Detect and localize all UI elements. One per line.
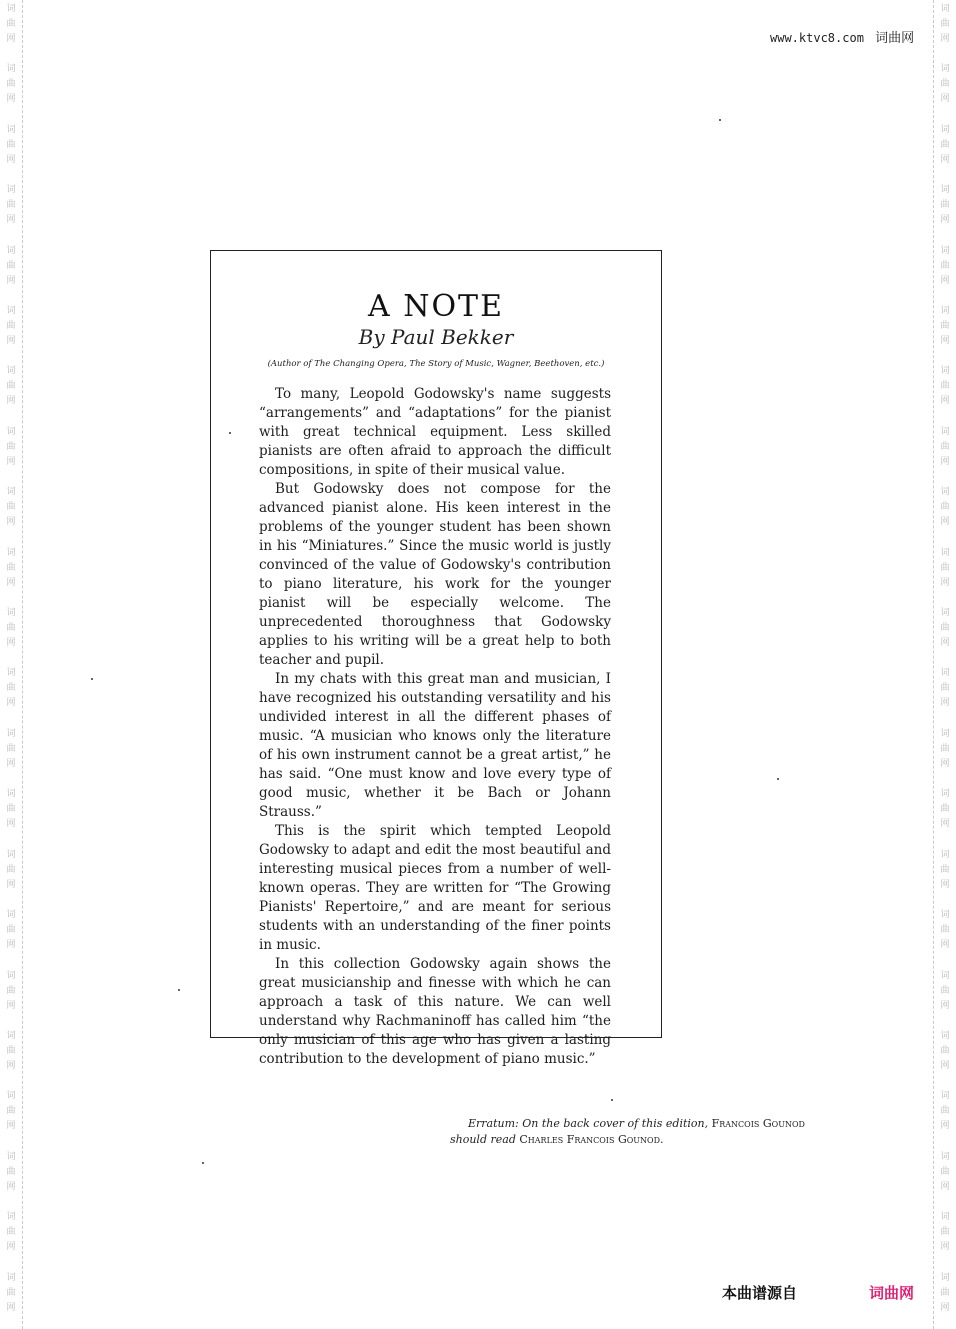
watermark-char: 词 xyxy=(6,728,16,739)
site-header[interactable] xyxy=(770,27,914,46)
scan-speck xyxy=(178,989,180,991)
watermark-group xyxy=(939,483,951,543)
watermark-char: 曲 xyxy=(6,139,16,150)
watermark-char: 网 xyxy=(6,940,16,951)
watermark-char: 词 xyxy=(6,366,16,377)
watermark-group xyxy=(5,725,17,785)
watermark-char: 词 xyxy=(940,245,950,256)
watermark-char: 网 xyxy=(940,1000,950,1011)
watermark-group xyxy=(939,121,951,181)
watermark-char: 词 xyxy=(6,124,16,135)
watermark-char: 网 xyxy=(940,879,950,890)
watermark-char: 网 xyxy=(940,758,950,769)
scan-speck xyxy=(719,119,721,121)
watermark-group xyxy=(5,242,17,302)
watermark-char: 词 xyxy=(6,668,16,679)
watermark-char: 曲 xyxy=(6,1106,16,1117)
watermark-group xyxy=(939,544,951,604)
watermark-char: 网 xyxy=(6,336,16,347)
watermark-char: 词 xyxy=(6,789,16,800)
watermark-char: 词 xyxy=(940,547,950,558)
watermark-char: 网 xyxy=(940,456,950,467)
watermark-char: 网 xyxy=(940,1121,950,1132)
watermark-char: 曲 xyxy=(6,623,16,634)
scan-speck xyxy=(202,1162,204,1164)
note-paragraph: In this collection Godowsky again shows the great musicianship and finesse with which he can approach a task of this nature. We can well understand why Rachmaninoff has called him “the only musician of this age who has given a lasting contribution to the development of piano music.” xyxy=(259,956,611,1067)
watermark-char: 网 xyxy=(940,275,950,286)
watermark-group xyxy=(939,362,951,422)
watermark-char: 曲 xyxy=(6,1166,16,1177)
watermark-group xyxy=(939,1087,951,1147)
watermark-char: 网 xyxy=(6,1060,16,1071)
watermark-char: 网 xyxy=(6,1000,16,1011)
watermark-char: 网 xyxy=(940,698,950,709)
watermark-group xyxy=(939,1027,951,1087)
watermark-char: 词 xyxy=(6,64,16,75)
erratum-note xyxy=(450,1116,810,1148)
watermark-char: 词 xyxy=(6,1151,16,1162)
watermark-char: 词 xyxy=(6,1030,16,1041)
footer-brand[interactable]: 词曲网 xyxy=(869,1284,915,1302)
watermark-group xyxy=(939,60,951,120)
watermark-char: 词 xyxy=(940,426,950,437)
watermark-char: 网 xyxy=(940,638,950,649)
watermark-char: 曲 xyxy=(6,321,16,332)
watermark-char: 网 xyxy=(940,154,950,165)
note-box xyxy=(210,250,662,1067)
note-body xyxy=(259,385,611,1069)
note-paragraph: But Godowsky does not compose for the advanced pianist alone. His keen interest in the problems of the younger student has been shown in his “Miniatures.” Since the music world is justly convinced of the value of Godowsky's contribution to piano literature, his work for the younger pianist will be especially welcome. The unprecedented thoroughness that Godowsky applies to his writing will be a great help to both teacher and pupil. xyxy=(259,481,611,668)
watermark-char: 曲 xyxy=(6,1227,16,1238)
watermark-char: 词 xyxy=(6,487,16,498)
watermark-char: 曲 xyxy=(940,683,950,694)
watermark-char: 词 xyxy=(940,608,950,619)
note-paragraph: This is the spirit which tempted Leopold Godowsky to adapt and edit the most beautiful and interesting musical pieces from a number of well-known operas. They are written for “The Growing Pianists' Repertoire,” and are meant for serious students with an understanding of the finer points in music. xyxy=(259,823,611,953)
watermark-group xyxy=(939,846,951,906)
watermark-char: 网 xyxy=(6,1181,16,1192)
watermark-char: 曲 xyxy=(940,139,950,150)
watermark-char: 曲 xyxy=(940,79,950,90)
watermark-char: 曲 xyxy=(6,79,16,90)
site-name[interactable]: 词曲网 xyxy=(875,31,915,46)
note-paragraph: In my chats with this great man and musician, I have recognized his outstanding versatility and his undivided interest in all the different phases of music. “A musician who knows only the literature of his own instrument cannot be a great artist,” he has said. “One must know and love every type of good music, whether it be Bach or Johann Strauss.” xyxy=(259,671,611,820)
watermark-char: 网 xyxy=(6,1242,16,1253)
watermark-char: 曲 xyxy=(6,441,16,452)
watermark-group xyxy=(939,423,951,483)
watermark-group xyxy=(939,242,951,302)
watermark-char: 词 xyxy=(940,910,950,921)
left-watermark-strip xyxy=(0,0,23,1329)
watermark-char: 词 xyxy=(6,1272,16,1283)
watermark-char: 曲 xyxy=(6,683,16,694)
watermark-char: 网 xyxy=(6,698,16,709)
watermark-char: 词 xyxy=(940,789,950,800)
watermark-char: 网 xyxy=(6,34,16,44)
watermark-char: 曲 xyxy=(940,743,950,754)
note-byline: By Paul Bekker xyxy=(358,325,514,349)
watermark-char: 网 xyxy=(940,34,950,44)
watermark-char: 词 xyxy=(6,4,16,14)
watermark-char: 曲 xyxy=(940,925,950,936)
watermark-group xyxy=(5,302,17,362)
erratum-text-2: should read xyxy=(450,1133,516,1146)
watermark-char: 曲 xyxy=(6,502,16,513)
watermark-char: 曲 xyxy=(6,200,16,211)
watermark-char: 网 xyxy=(940,517,950,528)
watermark-char: 词 xyxy=(6,849,16,860)
watermark-char: 曲 xyxy=(6,381,16,392)
watermark-char: 词 xyxy=(940,1151,950,1162)
watermark-group xyxy=(5,423,17,483)
watermark-group xyxy=(939,664,951,724)
watermark-char: 曲 xyxy=(6,804,16,815)
watermark-group xyxy=(939,302,951,362)
watermark-char: 词 xyxy=(6,547,16,558)
watermark-char: 曲 xyxy=(940,441,950,452)
scan-speck xyxy=(91,678,93,680)
watermark-group xyxy=(5,1027,17,1087)
note-paragraph: To many, Leopold Godowsky's name suggests “arrangements” and “adaptations” for the pianist with great technical equipment. Less skilled pianists are often afraid to approach the difficult compositions, in spite of their musical value. xyxy=(259,386,611,478)
watermark-char: 词 xyxy=(940,1030,950,1041)
watermark-char: 网 xyxy=(6,154,16,165)
watermark-group xyxy=(5,1148,17,1208)
watermark-char: 网 xyxy=(940,1060,950,1071)
watermark-char: 曲 xyxy=(6,562,16,573)
watermark-char: 网 xyxy=(940,215,950,226)
watermark-char: 词 xyxy=(940,668,950,679)
footer-source-label: 本曲谱源自 xyxy=(722,1284,798,1302)
watermark-char: 网 xyxy=(940,1242,950,1253)
watermark-group xyxy=(5,785,17,845)
watermark-char: 曲 xyxy=(6,985,16,996)
watermark-char: 词 xyxy=(940,1212,950,1223)
watermark-group xyxy=(5,0,17,60)
watermark-char: 曲 xyxy=(6,1045,16,1056)
watermark-group xyxy=(5,1269,17,1329)
watermark-char: 曲 xyxy=(940,1227,950,1238)
watermark-group xyxy=(939,725,951,785)
watermark-group xyxy=(5,121,17,181)
watermark-char: 词 xyxy=(6,245,16,256)
watermark-char: 曲 xyxy=(6,864,16,875)
watermark-group xyxy=(939,785,951,845)
watermark-char: 曲 xyxy=(940,200,950,211)
watermark-char: 词 xyxy=(940,366,950,377)
scan-speck xyxy=(611,1099,613,1101)
watermark-char: 词 xyxy=(6,306,16,317)
watermark-char: 词 xyxy=(940,1091,950,1102)
watermark-char: 曲 xyxy=(940,321,950,332)
watermark-char: 网 xyxy=(6,215,16,226)
site-url[interactable]: www.ktvc8.com xyxy=(770,31,864,45)
watermark-char: 词 xyxy=(940,306,950,317)
watermark-char: 网 xyxy=(940,940,950,951)
watermark-char: 网 xyxy=(6,456,16,467)
watermark-group xyxy=(5,664,17,724)
watermark-group xyxy=(5,544,17,604)
watermark-char: 词 xyxy=(940,849,950,860)
watermark-char: 网 xyxy=(6,577,16,588)
watermark-group xyxy=(5,181,17,241)
note-author-credit: (Author of The Changing Opera, The Story of Music, Wagner, Beethoven, etc.) xyxy=(267,359,605,369)
erratum-text-1: On the back cover of this edition, xyxy=(522,1117,709,1130)
watermark-char: 曲 xyxy=(940,804,950,815)
watermark-char: 曲 xyxy=(940,1045,950,1056)
watermark-char: 网 xyxy=(940,577,950,588)
watermark-group xyxy=(5,1208,17,1268)
watermark-char: 词 xyxy=(6,1091,16,1102)
watermark-char: 词 xyxy=(940,487,950,498)
watermark-char: 曲 xyxy=(940,502,950,513)
watermark-char: 曲 xyxy=(940,864,950,875)
watermark-group xyxy=(5,1087,17,1147)
watermark-group xyxy=(5,483,17,543)
watermark-char: 曲 xyxy=(6,925,16,936)
watermark-char: 网 xyxy=(6,758,16,769)
watermark-char: 曲 xyxy=(940,381,950,392)
watermark-char: 曲 xyxy=(6,19,16,29)
watermark-char: 网 xyxy=(6,819,16,830)
watermark-char: 词 xyxy=(6,1212,16,1223)
watermark-char: 词 xyxy=(940,4,950,14)
watermark-group xyxy=(939,1208,951,1268)
watermark-char: 网 xyxy=(940,819,950,830)
watermark-char: 网 xyxy=(940,94,950,105)
watermark-char: 词 xyxy=(940,124,950,135)
watermark-char: 曲 xyxy=(940,623,950,634)
watermark-char: 词 xyxy=(940,64,950,75)
watermark-char: 词 xyxy=(6,426,16,437)
watermark-group xyxy=(5,906,17,966)
watermark-char: 网 xyxy=(6,638,16,649)
watermark-char: 网 xyxy=(940,1181,950,1192)
watermark-char: 曲 xyxy=(940,985,950,996)
watermark-char: 曲 xyxy=(940,1106,950,1117)
watermark-char: 曲 xyxy=(940,260,950,271)
watermark-char: 词 xyxy=(6,970,16,981)
watermark-group xyxy=(939,1148,951,1208)
watermark-group xyxy=(939,181,951,241)
watermark-char: 词 xyxy=(940,185,950,196)
watermark-group xyxy=(939,1269,951,1329)
watermark-group xyxy=(939,0,951,60)
watermark-char: 词 xyxy=(6,185,16,196)
watermark-char: 曲 xyxy=(6,1287,16,1298)
erratum-wrong-name: Francois Gounod xyxy=(711,1117,805,1130)
right-watermark-strip xyxy=(933,0,956,1329)
erratum-correct-name: Charles Francois Gounod. xyxy=(519,1133,664,1146)
watermark-char: 词 xyxy=(6,608,16,619)
watermark-char: 词 xyxy=(940,970,950,981)
note-title: A NOTE xyxy=(368,289,504,324)
watermark-char: 曲 xyxy=(940,562,950,573)
watermark-char: 网 xyxy=(6,1302,16,1313)
watermark-group xyxy=(939,604,951,664)
watermark-char: 网 xyxy=(6,275,16,286)
watermark-char: 词 xyxy=(940,728,950,739)
watermark-char: 词 xyxy=(6,910,16,921)
watermark-char: 曲 xyxy=(940,1166,950,1177)
watermark-group xyxy=(939,906,951,966)
watermark-char: 网 xyxy=(6,879,16,890)
watermark-char: 曲 xyxy=(940,19,950,29)
watermark-group xyxy=(5,967,17,1027)
watermark-char: 网 xyxy=(6,517,16,528)
watermark-group xyxy=(939,967,951,1027)
watermark-char: 网 xyxy=(6,396,16,407)
erratum-label: Erratum: xyxy=(468,1117,519,1130)
watermark-char: 词 xyxy=(940,1272,950,1283)
watermark-char: 网 xyxy=(940,396,950,407)
watermark-char: 网 xyxy=(6,94,16,105)
watermark-char: 曲 xyxy=(6,260,16,271)
scan-speck xyxy=(229,432,231,434)
watermark-char: 网 xyxy=(940,1302,950,1313)
watermark-char: 曲 xyxy=(940,1287,950,1298)
watermark-char: 网 xyxy=(940,336,950,347)
watermark-group xyxy=(5,604,17,664)
watermark-group xyxy=(5,362,17,422)
scan-speck xyxy=(777,778,779,780)
watermark-char: 网 xyxy=(6,1121,16,1132)
watermark-group xyxy=(5,60,17,120)
watermark-char: 曲 xyxy=(6,743,16,754)
watermark-group xyxy=(5,846,17,906)
